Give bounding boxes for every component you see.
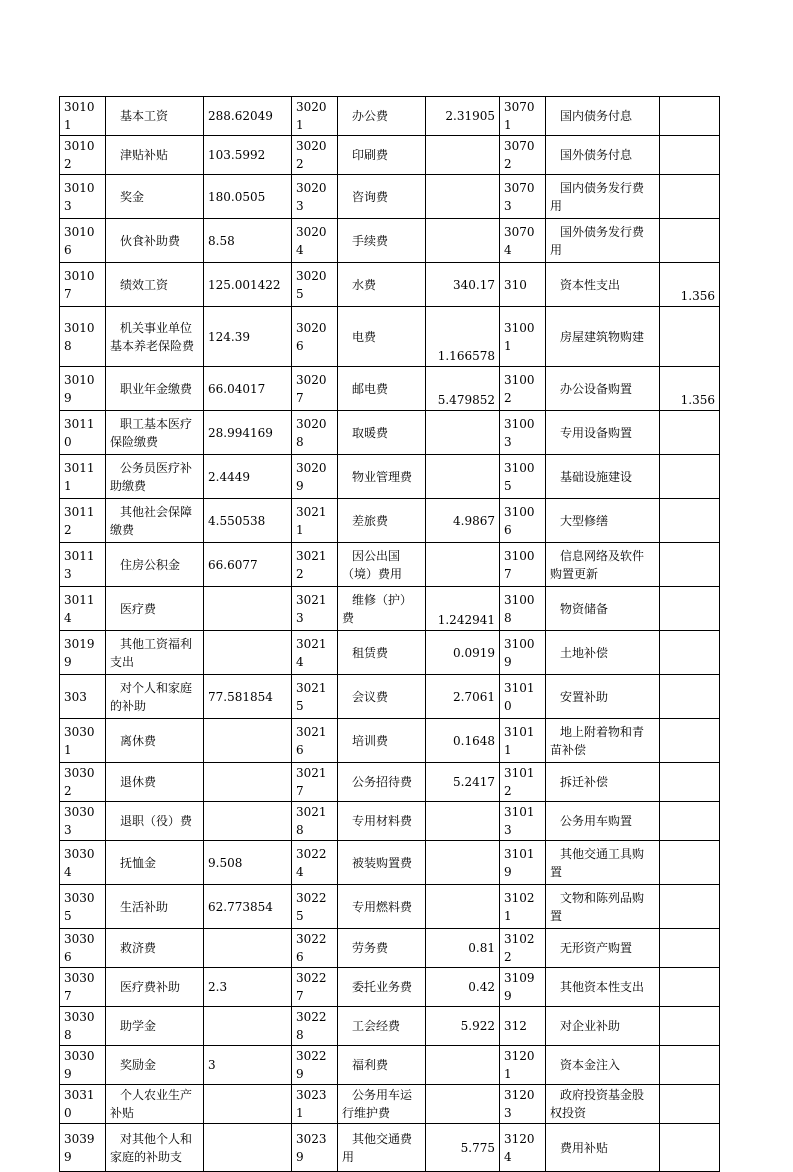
cell-name-c: 费用补贴 bbox=[546, 1124, 660, 1172]
cell-amount-b bbox=[426, 219, 500, 263]
table-row bbox=[60, 136, 720, 175]
cell-name-c: 土地补偿 bbox=[546, 631, 660, 675]
cell-amount-a: 3 bbox=[204, 1046, 292, 1085]
cell-amount-b: 1.242941 bbox=[426, 587, 500, 631]
cell-name-c: 物资储备 bbox=[546, 587, 660, 631]
cell-code-c: 31005 bbox=[500, 455, 546, 499]
cell-name-c: 资本金注入 bbox=[546, 1046, 660, 1085]
cell-amount-a: 2.3 bbox=[204, 968, 292, 1007]
cell-code-a: 30102 bbox=[60, 136, 106, 175]
cell-name-c: 其他交通工具购置 bbox=[546, 841, 660, 885]
cell-code-a: 30310 bbox=[60, 1085, 106, 1124]
cell-name-b: 被装购置费 bbox=[338, 841, 426, 885]
cell-name-c: 资本性支出 bbox=[546, 263, 660, 307]
cell-code-c: 31021 bbox=[500, 885, 546, 929]
table-row bbox=[60, 802, 720, 841]
cell-code-a: 30112 bbox=[60, 499, 106, 543]
cell-name-a: 离休费 bbox=[106, 719, 204, 763]
cell-amount-c bbox=[660, 97, 720, 136]
cell-amount-c bbox=[660, 543, 720, 587]
cell-amount-b bbox=[426, 455, 500, 499]
cell-amount-a: 9.508 bbox=[204, 841, 292, 885]
cell-amount-c bbox=[660, 631, 720, 675]
cell-amount-a: 62.773854 bbox=[204, 885, 292, 929]
cell-amount-b: 2.7061 bbox=[426, 675, 500, 719]
table-row bbox=[60, 631, 720, 675]
cell-code-a: 30307 bbox=[60, 968, 106, 1007]
cell-amount-a bbox=[204, 929, 292, 968]
cell-amount-a: 180.0505 bbox=[204, 175, 292, 219]
cell-code-b: 30212 bbox=[292, 543, 338, 587]
table-row bbox=[60, 1124, 720, 1172]
cell-code-a: 30110 bbox=[60, 411, 106, 455]
cell-code-a: 30199 bbox=[60, 631, 106, 675]
cell-code-a: 30399 bbox=[60, 1124, 106, 1172]
cell-amount-c bbox=[660, 499, 720, 543]
cell-name-b: 福利费 bbox=[338, 1046, 426, 1085]
cell-name-a: 个人农业生产补贴 bbox=[106, 1085, 204, 1124]
cell-code-a: 30103 bbox=[60, 175, 106, 219]
cell-code-b: 30229 bbox=[292, 1046, 338, 1085]
cell-name-b: 其他交通费用 bbox=[338, 1124, 426, 1172]
cell-amount-a: 4.550538 bbox=[204, 499, 292, 543]
cell-code-b: 30201 bbox=[292, 97, 338, 136]
cell-name-c: 基础设施建设 bbox=[546, 455, 660, 499]
cell-amount-c: 1.356 bbox=[660, 367, 720, 411]
cell-name-b: 专用材料费 bbox=[338, 802, 426, 841]
cell-name-a: 其他工资福利支出 bbox=[106, 631, 204, 675]
cell-code-c: 31022 bbox=[500, 929, 546, 968]
cell-name-b: 培训费 bbox=[338, 719, 426, 763]
cell-amount-b bbox=[426, 1085, 500, 1124]
cell-name-a: 职业年金缴费 bbox=[106, 367, 204, 411]
cell-name-c: 大型修缮 bbox=[546, 499, 660, 543]
cell-amount-a: 77.581854 bbox=[204, 675, 292, 719]
cell-code-a: 303 bbox=[60, 675, 106, 719]
cell-amount-c bbox=[660, 885, 720, 929]
table-row bbox=[60, 968, 720, 1007]
cell-name-b: 邮电费 bbox=[338, 367, 426, 411]
cell-code-c: 31201 bbox=[500, 1046, 546, 1085]
cell-name-a: 职工基本医疗保险缴费 bbox=[106, 411, 204, 455]
cell-code-b: 30202 bbox=[292, 136, 338, 175]
cell-amount-c bbox=[660, 929, 720, 968]
cell-amount-c bbox=[660, 411, 720, 455]
cell-name-b: 会议费 bbox=[338, 675, 426, 719]
cell-code-b: 30204 bbox=[292, 219, 338, 263]
cell-code-b: 30213 bbox=[292, 587, 338, 631]
cell-code-b: 30208 bbox=[292, 411, 338, 455]
cell-name-a: 其他社会保障缴费 bbox=[106, 499, 204, 543]
table-row bbox=[60, 763, 720, 802]
cell-name-b: 取暖费 bbox=[338, 411, 426, 455]
cell-amount-b: 0.81 bbox=[426, 929, 500, 968]
cell-amount-a bbox=[204, 631, 292, 675]
cell-amount-b bbox=[426, 1046, 500, 1085]
cell-code-b: 30205 bbox=[292, 263, 338, 307]
cell-code-b: 30224 bbox=[292, 841, 338, 885]
cell-name-b: 因公出国（境）费用 bbox=[338, 543, 426, 587]
cell-code-c: 31003 bbox=[500, 411, 546, 455]
table-row bbox=[60, 263, 720, 307]
cell-code-c: 310 bbox=[500, 263, 546, 307]
cell-name-b: 劳务费 bbox=[338, 929, 426, 968]
table-row bbox=[60, 1046, 720, 1085]
cell-amount-c bbox=[660, 587, 720, 631]
cell-amount-b: 0.1648 bbox=[426, 719, 500, 763]
table-row bbox=[60, 411, 720, 455]
cell-amount-b: 340.17 bbox=[426, 263, 500, 307]
budget-table-body bbox=[60, 97, 720, 1172]
table-row bbox=[60, 587, 720, 631]
table-row bbox=[60, 719, 720, 763]
cell-code-b: 30211 bbox=[292, 499, 338, 543]
cell-amount-b bbox=[426, 411, 500, 455]
cell-code-c: 31012 bbox=[500, 763, 546, 802]
cell-code-c: 31008 bbox=[500, 587, 546, 631]
cell-code-a: 30114 bbox=[60, 587, 106, 631]
cell-amount-c bbox=[660, 175, 720, 219]
cell-name-c: 公务用车购置 bbox=[546, 802, 660, 841]
cell-code-a: 30107 bbox=[60, 263, 106, 307]
cell-code-b: 30216 bbox=[292, 719, 338, 763]
cell-code-a: 30108 bbox=[60, 307, 106, 367]
cell-name-c: 文物和陈列品购置 bbox=[546, 885, 660, 929]
cell-amount-c bbox=[660, 763, 720, 802]
cell-amount-c bbox=[660, 1046, 720, 1085]
cell-amount-b: 4.9867 bbox=[426, 499, 500, 543]
cell-name-a: 抚恤金 bbox=[106, 841, 204, 885]
cell-amount-b: 0.0919 bbox=[426, 631, 500, 675]
cell-code-b: 30207 bbox=[292, 367, 338, 411]
cell-name-a: 退职（役）费 bbox=[106, 802, 204, 841]
cell-amount-c: 1.356 bbox=[660, 263, 720, 307]
cell-code-c: 31001 bbox=[500, 307, 546, 367]
cell-name-b: 差旅费 bbox=[338, 499, 426, 543]
cell-name-b: 工会经费 bbox=[338, 1007, 426, 1046]
cell-code-c: 31099 bbox=[500, 968, 546, 1007]
cell-name-c: 国外债务发行费用 bbox=[546, 219, 660, 263]
cell-name-a: 救济费 bbox=[106, 929, 204, 968]
cell-amount-b bbox=[426, 543, 500, 587]
cell-name-c: 地上附着物和青苗补偿 bbox=[546, 719, 660, 763]
cell-amount-a bbox=[204, 1007, 292, 1046]
cell-name-b: 办公费 bbox=[338, 97, 426, 136]
cell-name-c: 其他资本性支出 bbox=[546, 968, 660, 1007]
cell-code-a: 30109 bbox=[60, 367, 106, 411]
cell-amount-a: 66.6077 bbox=[204, 543, 292, 587]
cell-name-b: 公务用车运行维护费 bbox=[338, 1085, 426, 1124]
table-row bbox=[60, 367, 720, 411]
cell-name-a: 基本工资 bbox=[106, 97, 204, 136]
cell-code-b: 30218 bbox=[292, 802, 338, 841]
cell-code-c: 31006 bbox=[500, 499, 546, 543]
cell-code-b: 30214 bbox=[292, 631, 338, 675]
cell-amount-c bbox=[660, 802, 720, 841]
cell-amount-b bbox=[426, 802, 500, 841]
cell-name-c: 政府投资基金股权投资 bbox=[546, 1085, 660, 1124]
table-row bbox=[60, 97, 720, 136]
cell-name-a: 对个人和家庭的补助 bbox=[106, 675, 204, 719]
cell-name-a: 奖金 bbox=[106, 175, 204, 219]
table-row bbox=[60, 929, 720, 968]
cell-code-b: 30225 bbox=[292, 885, 338, 929]
cell-amount-c bbox=[660, 1085, 720, 1124]
cell-name-a: 助学金 bbox=[106, 1007, 204, 1046]
budget-table bbox=[59, 96, 720, 1172]
cell-name-b: 维修（护）费 bbox=[338, 587, 426, 631]
cell-amount-a: 28.994169 bbox=[204, 411, 292, 455]
cell-code-b: 30203 bbox=[292, 175, 338, 219]
cell-code-a: 30306 bbox=[60, 929, 106, 968]
cell-code-a: 30305 bbox=[60, 885, 106, 929]
cell-name-b: 咨询费 bbox=[338, 175, 426, 219]
cell-name-c: 办公设备购置 bbox=[546, 367, 660, 411]
table-row bbox=[60, 543, 720, 587]
cell-amount-b bbox=[426, 885, 500, 929]
cell-code-a: 30302 bbox=[60, 763, 106, 802]
table-row bbox=[60, 219, 720, 263]
cell-amount-b: 5.479852 bbox=[426, 367, 500, 411]
cell-name-c: 专用设备购置 bbox=[546, 411, 660, 455]
cell-amount-a bbox=[204, 1085, 292, 1124]
cell-amount-c bbox=[660, 719, 720, 763]
table-row bbox=[60, 175, 720, 219]
cell-name-b: 公务招待费 bbox=[338, 763, 426, 802]
cell-code-a: 30301 bbox=[60, 719, 106, 763]
cell-code-b: 30217 bbox=[292, 763, 338, 802]
cell-amount-c bbox=[660, 455, 720, 499]
cell-amount-c bbox=[660, 1007, 720, 1046]
cell-code-a: 30106 bbox=[60, 219, 106, 263]
table-row bbox=[60, 841, 720, 885]
cell-name-b: 手续费 bbox=[338, 219, 426, 263]
cell-amount-a bbox=[204, 719, 292, 763]
table-row bbox=[60, 1007, 720, 1046]
cell-amount-b: 1.166578 bbox=[426, 307, 500, 367]
cell-name-c: 拆迁补偿 bbox=[546, 763, 660, 802]
cell-name-a: 对其他个人和家庭的补助支 bbox=[106, 1124, 204, 1172]
table-row bbox=[60, 455, 720, 499]
cell-amount-a: 2.4449 bbox=[204, 455, 292, 499]
cell-name-c: 无形资产购置 bbox=[546, 929, 660, 968]
cell-amount-b bbox=[426, 175, 500, 219]
cell-code-a: 30304 bbox=[60, 841, 106, 885]
cell-code-b: 30209 bbox=[292, 455, 338, 499]
table-row bbox=[60, 307, 720, 367]
cell-code-c: 31013 bbox=[500, 802, 546, 841]
cell-code-b: 30226 bbox=[292, 929, 338, 968]
cell-amount-b: 5.2417 bbox=[426, 763, 500, 802]
cell-amount-a bbox=[204, 587, 292, 631]
cell-code-a: 30303 bbox=[60, 802, 106, 841]
cell-code-c: 31011 bbox=[500, 719, 546, 763]
cell-code-c: 31007 bbox=[500, 543, 546, 587]
cell-amount-a bbox=[204, 802, 292, 841]
cell-name-b: 物业管理费 bbox=[338, 455, 426, 499]
cell-amount-a: 124.39 bbox=[204, 307, 292, 367]
cell-code-b: 30228 bbox=[292, 1007, 338, 1046]
cell-amount-a: 103.5992 bbox=[204, 136, 292, 175]
cell-code-c: 30703 bbox=[500, 175, 546, 219]
cell-code-c: 31002 bbox=[500, 367, 546, 411]
cell-name-c: 国外债务付息 bbox=[546, 136, 660, 175]
cell-name-a: 医疗费补助 bbox=[106, 968, 204, 1007]
cell-name-a: 绩效工资 bbox=[106, 263, 204, 307]
cell-code-c: 31204 bbox=[500, 1124, 546, 1172]
cell-amount-c bbox=[660, 1124, 720, 1172]
cell-amount-a bbox=[204, 1124, 292, 1172]
table-row bbox=[60, 885, 720, 929]
cell-name-b: 印刷费 bbox=[338, 136, 426, 175]
cell-name-c: 房屋建筑物购建 bbox=[546, 307, 660, 367]
cell-amount-c bbox=[660, 968, 720, 1007]
cell-amount-c bbox=[660, 219, 720, 263]
cell-name-a: 住房公积金 bbox=[106, 543, 204, 587]
cell-amount-c bbox=[660, 136, 720, 175]
cell-name-c: 国内债务发行费用 bbox=[546, 175, 660, 219]
cell-name-a: 伙食补助费 bbox=[106, 219, 204, 263]
cell-name-a: 奖励金 bbox=[106, 1046, 204, 1085]
cell-code-b: 30215 bbox=[292, 675, 338, 719]
cell-amount-c bbox=[660, 675, 720, 719]
cell-code-b: 30231 bbox=[292, 1085, 338, 1124]
cell-code-c: 30701 bbox=[500, 97, 546, 136]
cell-amount-b: 5.775 bbox=[426, 1124, 500, 1172]
cell-name-b: 租赁费 bbox=[338, 631, 426, 675]
cell-code-a: 30308 bbox=[60, 1007, 106, 1046]
cell-name-a: 医疗费 bbox=[106, 587, 204, 631]
table-row bbox=[60, 499, 720, 543]
cell-name-c: 对企业补助 bbox=[546, 1007, 660, 1046]
cell-amount-b: 2.31905 bbox=[426, 97, 500, 136]
cell-amount-b: 0.42 bbox=[426, 968, 500, 1007]
cell-amount-a bbox=[204, 763, 292, 802]
cell-name-a: 津贴补贴 bbox=[106, 136, 204, 175]
cell-name-a: 机关事业单位基本养老保险费 bbox=[106, 307, 204, 367]
cell-name-a: 公务员医疗补助缴费 bbox=[106, 455, 204, 499]
cell-amount-a: 66.04017 bbox=[204, 367, 292, 411]
cell-code-a: 30101 bbox=[60, 97, 106, 136]
cell-name-b: 委托业务费 bbox=[338, 968, 426, 1007]
cell-code-c: 30704 bbox=[500, 219, 546, 263]
cell-name-c: 国内债务付息 bbox=[546, 97, 660, 136]
cell-amount-a: 125.001422 bbox=[204, 263, 292, 307]
cell-amount-c bbox=[660, 307, 720, 367]
cell-amount-c bbox=[660, 841, 720, 885]
cell-amount-b: 5.922 bbox=[426, 1007, 500, 1046]
cell-amount-b bbox=[426, 841, 500, 885]
cell-code-c: 31203 bbox=[500, 1085, 546, 1124]
cell-code-a: 30111 bbox=[60, 455, 106, 499]
cell-code-a: 30113 bbox=[60, 543, 106, 587]
cell-name-a: 退休费 bbox=[106, 763, 204, 802]
cell-code-c: 31009 bbox=[500, 631, 546, 675]
cell-code-c: 312 bbox=[500, 1007, 546, 1046]
cell-name-b: 电费 bbox=[338, 307, 426, 367]
cell-name-c: 信息网络及软件购置更新 bbox=[546, 543, 660, 587]
cell-name-c: 安置补助 bbox=[546, 675, 660, 719]
table-row bbox=[60, 675, 720, 719]
cell-code-b: 30239 bbox=[292, 1124, 338, 1172]
cell-code-c: 31019 bbox=[500, 841, 546, 885]
cell-amount-b bbox=[426, 136, 500, 175]
cell-code-a: 30309 bbox=[60, 1046, 106, 1085]
cell-code-c: 31010 bbox=[500, 675, 546, 719]
cell-name-b: 水费 bbox=[338, 263, 426, 307]
cell-name-a: 生活补助 bbox=[106, 885, 204, 929]
table-row bbox=[60, 1085, 720, 1124]
cell-amount-a: 8.58 bbox=[204, 219, 292, 263]
cell-code-c: 30702 bbox=[500, 136, 546, 175]
cell-code-b: 30227 bbox=[292, 968, 338, 1007]
cell-code-b: 30206 bbox=[292, 307, 338, 367]
cell-name-b: 专用燃料费 bbox=[338, 885, 426, 929]
cell-amount-a: 288.62049 bbox=[204, 97, 292, 136]
